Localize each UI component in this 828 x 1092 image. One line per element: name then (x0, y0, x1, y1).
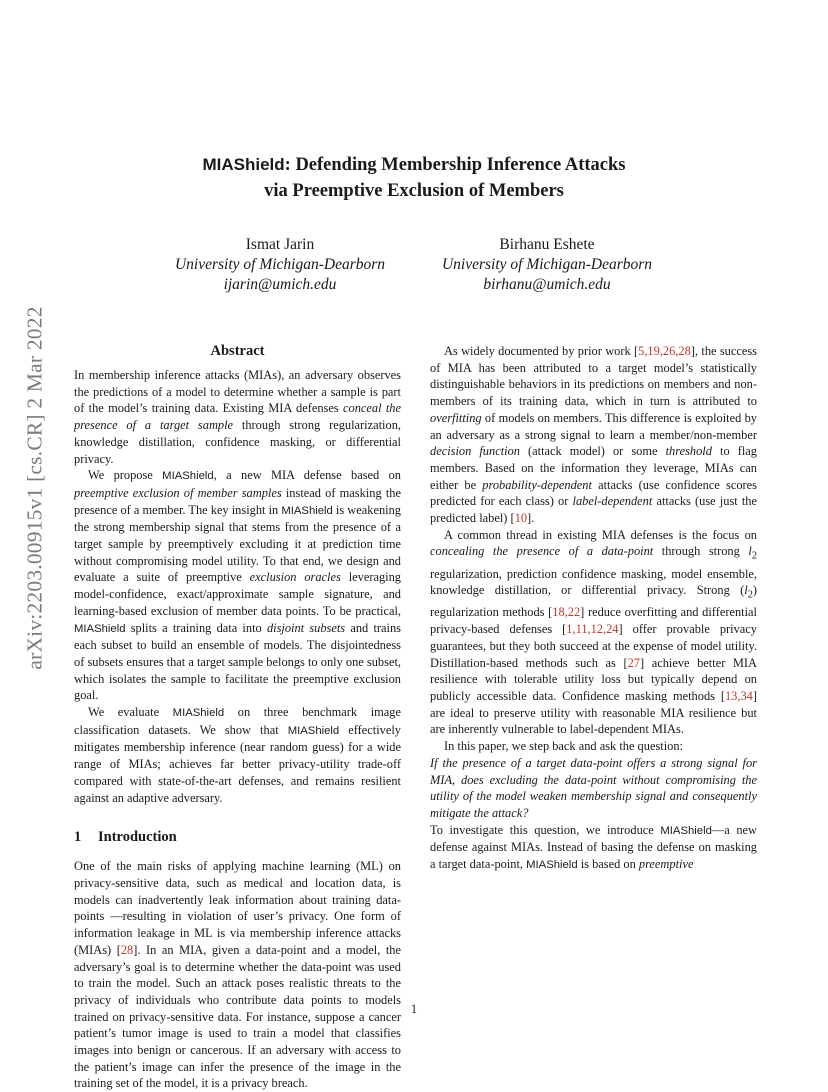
author-2 (417, 235, 677, 295)
author-affiliation: University of Michigan-Dearborn (174, 256, 386, 273)
citation-link[interactable]: 18,22 (552, 605, 581, 620)
intro-paragraph-4: In this paper, we step back and ask the question: (444, 739, 683, 754)
abstract-heading: Abstract (210, 343, 265, 359)
citation-link[interactable]: 5,19,26,28 (638, 344, 691, 358)
arxiv-id-text: arXiv:2203.00915v1 [cs.CR] 2 Mar 2022 (22, 306, 47, 670)
right-column (430, 343, 757, 874)
title-system-name: MIAShield (202, 155, 285, 174)
citation-link[interactable]: 10 (514, 511, 528, 526)
title-line-1-rest: : Defending Membership Inference Attacks (284, 155, 626, 175)
section-number: 1 (74, 829, 82, 846)
paper-title (0, 152, 828, 204)
page-number: 1 (410, 1002, 418, 1016)
arxiv-identifier (22, 288, 48, 688)
citation-link[interactable]: 13,34 (724, 689, 753, 703)
intro-paragraph-2: As widely documented by prior work [5,19,26,28], the success of MIA has been attributed to a target model’s statistically distinguishable behaviors in its predictions on members and non-members of its training data, which in turn is attributed to overfitting of models on members. This difference is exploited by an adversary as a strong signal to learn a member/non-member decision function (attack model) or some threshold to flag members. Based on the information they leverage, MIAs can either be probability-dependent attacks (use confidence scores predicted for each class) or label-dependent attacks (use just the predicted label) [10]. (430, 344, 758, 526)
author-email: ijarin@umich.edu (223, 276, 337, 293)
abstract-paragraph-1: In membership inference attacks (MIAs), an adversary observes the predictions of a model to determine whether a sample is part of the model’s training data. Existing MIA defenses conceal the presence of a target sample through strong regularization, knowledge distillation, confidence masking, or differential privacy. (74, 368, 401, 466)
title-line-1 (0, 152, 828, 178)
author-name: Ismat Jarin (245, 236, 315, 253)
section-heading-introduction (74, 828, 401, 846)
left-column (74, 342, 401, 1092)
section-title: Introduction (98, 829, 177, 846)
citation-link[interactable]: 28 (120, 942, 134, 957)
title-line-2: via Preemptive Exclusion of Members (264, 181, 564, 201)
intro-paragraph-3: A common thread in existing MIA defenses is the focus on concealing the presence of a data-point through strong $l_2$ regularization, prediction confidence masking, model ensemble, knowledge distillation, or differential privacy. Strong $(l_2)$ regularization methods [18,22] reduce overfitting and differential privacy-based defenses [1,11,12,24] offer provable privacy guarantees, but they both succeed at the expense of model utility. Distillation-based methods such as [27] achieve better MIA resilience with tolerable utility loss but typically depend on publicly accessible data. Confidence masking methods [13,34] are ideal to preserve utility with reasonable MIA resilience but are inherently vulnerable to label-dependent MIAs. (430, 527, 757, 737)
author-affiliation: University of Michigan-Dearborn (441, 256, 653, 273)
intro-paragraph-5: To investigate this question, we introduce MIAShield—a new defense against MIAs. Instead of basing the defense on masking a target data-point, MIAShield is based on preemptive (430, 822, 758, 872)
author-email: birhanu@umich.edu (483, 276, 611, 293)
citation-link[interactable]: 1,11,12,24 (566, 622, 619, 637)
abstract-paragraph-2: We propose MIAShield, a new MIA defense based on preemptive exclusion of member samples instead of masking the presence of a member. The key insight in MIAShield is weakening the strong membership signal that stems from the presence of a target sample by preemptively excluding it at prediction time without compromising model utility. To that end, we design and evaluate a suite of preemptive exclusion oracles leveraging model-confidence, exact/approximate sample signature, and learning-based exclusion of member data points. To be practical, MIAShield splits a training data into disjoint subsets and trains each subset to build an ensemble of models. The disjointedness of subsets ensures that a target sample belongs to only one subset, which isolates the sample to facilitate the preemptive exclusion goal. (74, 468, 402, 703)
author-name: Birhanu Eshete (499, 236, 595, 253)
research-question: If the presence of a target data-point offers a strong signal for MIA, does excluding the data-point without compromising the utility of the model weaken membership signal and consequently mitigate the attack? (430, 755, 757, 820)
citation-link[interactable]: 27 (627, 655, 640, 670)
author-1 (150, 235, 410, 295)
intro-paragraph-1: One of the main risks of applying machine learning (ML) on privacy-sensitive data, such as medical and location data, is models can inadvertently leak information about training data-points —resulting in violation of user’s privacy. One form of information leakage in ML is via membership inference attacks (MIAs) [28]. In an MIA, given a data-point and a model, the adversary’s goal is to determine whether the data-point was used to train the model. Such an attack poses realistic threats to the privacy of individuals who contribute data points to models trained on privacy-sensitive data. For instance, suppose a cancer patient’s tumor image is used to train a model that classifies images into benign or cancerous. If an adversary with access to the patient’s image can infer the presence of the image in the training set of the model, it is a privacy breach. (74, 859, 402, 1091)
abstract-paragraph-3: We evaluate MIAShield on three benchmark image classification datasets. We show that MIAShield effectively mitigates membership inference (near random guess) for a wide range of MIAs; achieves far better privacy-utility trade-off compared with state-of-the-art defenses, and remains resilient against an adaptive adversary. (74, 705, 402, 805)
